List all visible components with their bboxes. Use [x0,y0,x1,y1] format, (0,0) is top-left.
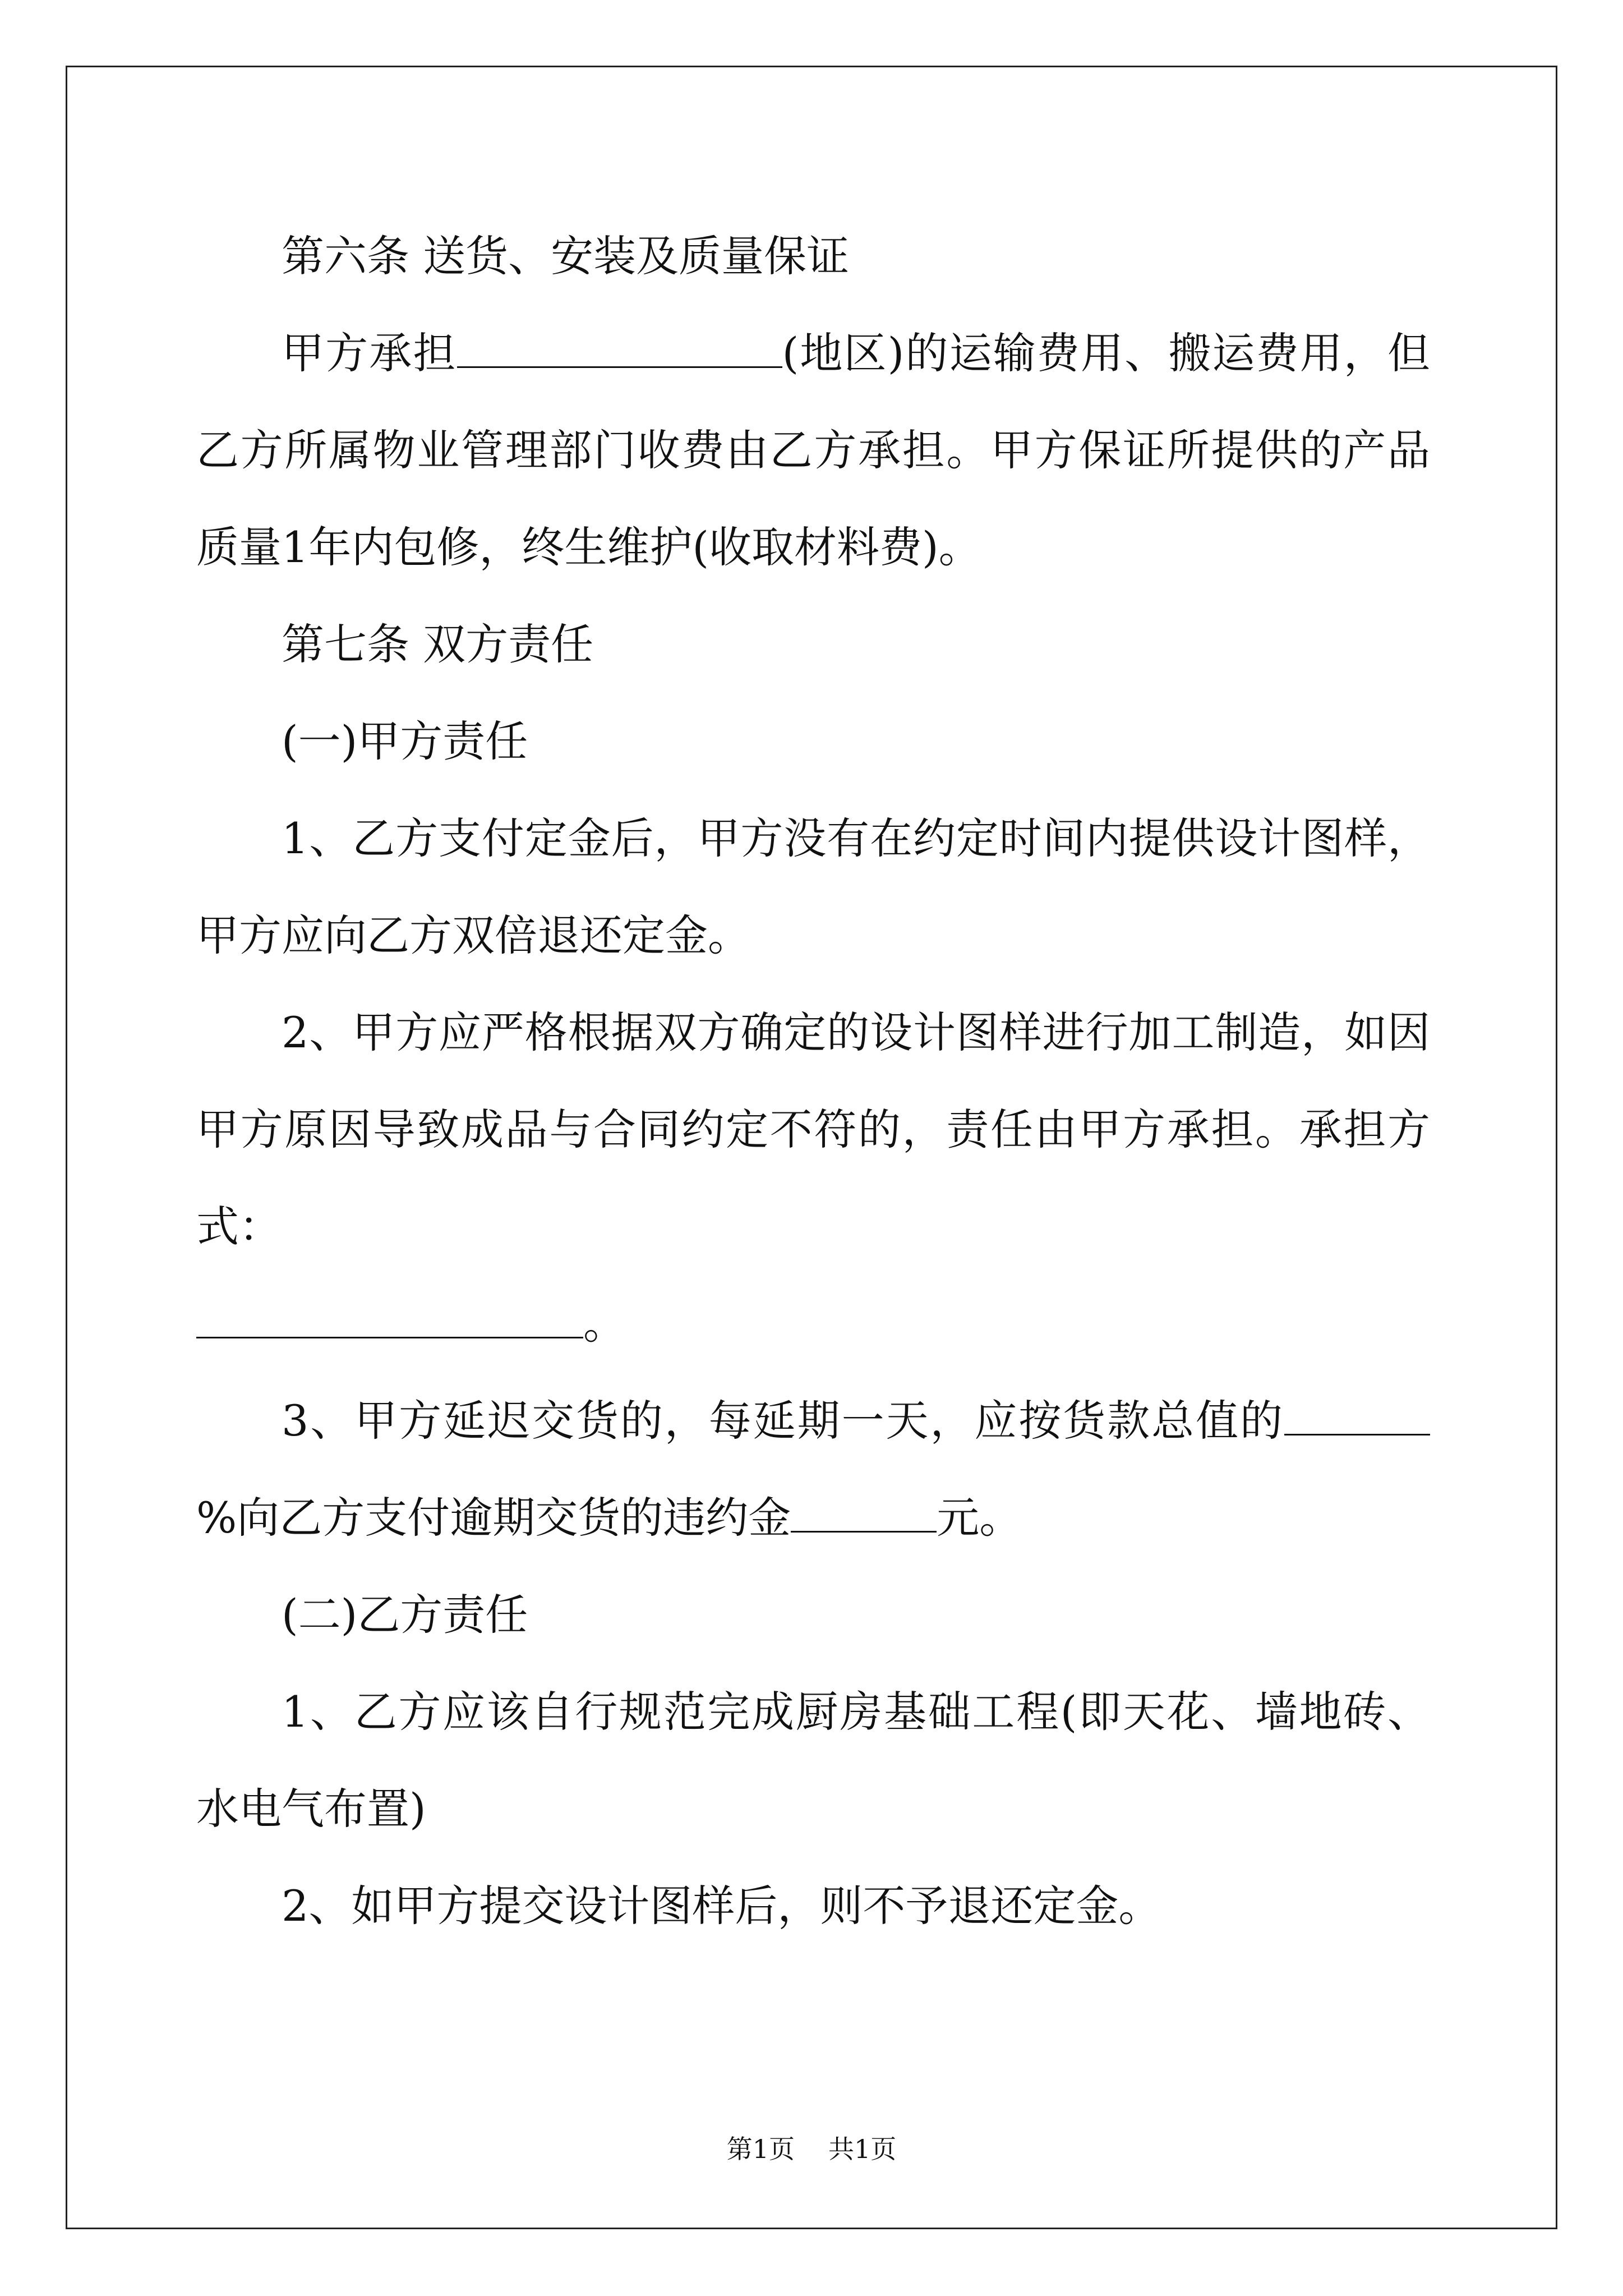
paragraph-delivery: 甲方承担 (地区)的运输费用、搬运费用，但乙方所属物业管理部门收费由乙方承担。甲方保证所提供的产品质量1年内包修，终生维护(收取材料费)。 [196,328,1431,572]
blank-amount [791,1493,937,1533]
page-total: 共1页 [828,2134,897,2164]
paragraph-b-2: 2、如甲方提交设计图样后，则不予退还定金。 [282,1881,1161,1931]
page-footer [0,2129,1623,2166]
blank-region [457,328,782,368]
paragraph-a-3: 3、甲方延迟交货的，每延期一天，应按货款总值的%向乙方支付逾期交货的违约金 元。 [196,1372,1430,1566]
blank-percent [1284,1396,1430,1435]
blank-method [196,1299,583,1338]
paragraph-a-2: 2、甲方应严格根据双方确定的设计图样进行加工制造，如因甲方原因导致成品与合同约定不符的，责任由甲方承担。承担方式： 。 [196,1007,1430,1349]
section-heading-6: 第六条 送货、安装及质量保证 [282,231,850,281]
page-number: 第1页 [726,2134,795,2164]
paragraph-a-1: 1、乙方支付定金后，甲方没有在约定时间内提供设计图样，甲方应向乙方双倍退还定金。 [196,813,1430,960]
subheading-party-b: (二)乙方责任 [282,1590,528,1640]
section-heading-7: 第七条 双方责任 [282,619,594,669]
document-body [196,208,1430,1954]
subheading-party-a: (一)甲方责任 [282,716,528,766]
paragraph-b-1: 1、乙方应该自行规范完成厨房基础工程(即天花、墙地砖、水电气布置) [196,1687,1430,1834]
